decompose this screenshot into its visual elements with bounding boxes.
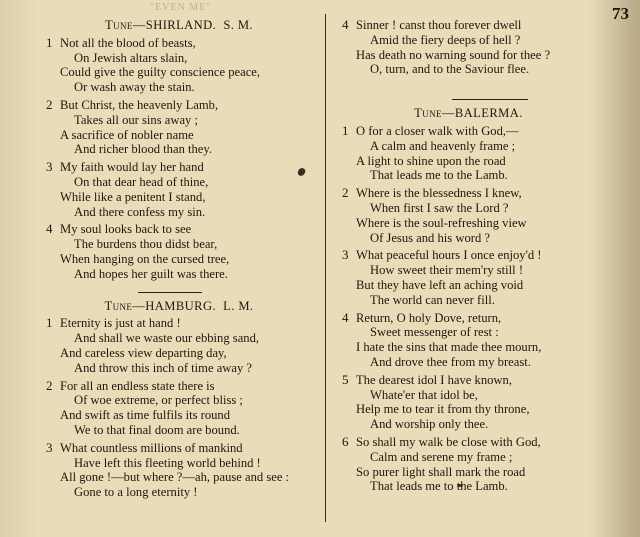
verse-number: 4 <box>342 17 349 32</box>
tune-meter: S. M. <box>223 18 253 32</box>
tune-dash: — <box>132 298 146 313</box>
verse <box>336 18 608 77</box>
tune-name: BALERMA. <box>454 106 523 121</box>
verse <box>336 124 608 183</box>
tune-prefix: Tune <box>105 18 133 32</box>
verse-line: But Christ, the heavenly Lamb, <box>60 97 219 112</box>
verse-line: Sweet messenger of rest : <box>370 325 499 340</box>
verse-line: What peaceful hours I once enjoy'd ! <box>356 248 542 263</box>
verse <box>40 222 318 281</box>
verse-number: 1 <box>342 122 349 138</box>
verse-line: And worship only thee. <box>370 417 489 432</box>
verse-number: 4 <box>46 221 53 237</box>
verse-line: Has death no warning sound for thee ? <box>356 47 551 62</box>
verse <box>336 248 608 307</box>
verse-line: On that dear head of thine, <box>74 174 209 189</box>
bleed-through-header: "EVEN ME" <box>150 2 212 13</box>
verse-line: Return, O holy Dove, return, <box>356 310 502 325</box>
verse-line: A light to shine upon the road <box>356 153 506 168</box>
verse-line: The burdens thou didst bear, <box>74 237 218 252</box>
verse-line: Amid the fiery deeps of hell ? <box>370 32 521 47</box>
verse <box>336 186 608 245</box>
verse-number: 2 <box>46 377 53 393</box>
right-column <box>336 18 608 497</box>
verse-line: And hopes her guilt was there. <box>74 266 228 281</box>
tune-dash: — <box>441 106 455 121</box>
verse-number: 4 <box>342 309 349 325</box>
tune-heading <box>336 106 608 121</box>
verse-line: And richer blood than they. <box>74 142 213 157</box>
section-rule <box>138 292 202 293</box>
verse-line: The world can never fill. <box>370 292 495 307</box>
verse <box>40 441 318 500</box>
verse-line: Takes all our sins away ; <box>74 112 198 127</box>
verse-line: And throw this inch of time away ? <box>74 360 253 375</box>
verse-line: Of woe extreme, or perfect bliss ; <box>74 393 243 408</box>
tune-prefix: Tune <box>104 298 133 313</box>
verse <box>40 98 318 157</box>
left-column <box>40 18 318 503</box>
verse <box>40 316 318 375</box>
verse <box>40 160 318 219</box>
verse-line: So shall my walk be close with God, <box>356 434 541 449</box>
verse-line: So purer light shall mark the road <box>356 464 526 479</box>
tune-heading <box>40 299 318 314</box>
page-number: 73 <box>612 4 629 23</box>
verse-line: While like a penitent I stand, <box>60 189 206 204</box>
verse-number: 2 <box>342 185 349 201</box>
verse-line: Have left this fleeting world behind ! <box>74 455 261 470</box>
tune-name: SHIRLAND. <box>145 18 217 32</box>
verse-number: 3 <box>342 247 349 263</box>
verse-line: Eternity is just at hand ! <box>60 316 181 331</box>
verse-number: 5 <box>342 371 349 387</box>
verse-line: Of Jesus and his word ? <box>370 230 490 245</box>
verse-line: But they have left an aching void <box>356 277 524 292</box>
verse <box>336 373 608 432</box>
verse-line: How sweet their mem'ry still ! <box>370 263 524 278</box>
column-divider <box>325 14 326 522</box>
verse-line: And drove thee from my breast. <box>370 354 531 369</box>
verse-line: That leads me to the Lamb. <box>370 168 508 183</box>
tune-dash: — <box>132 18 146 32</box>
verse-line: My soul looks back to see <box>60 222 192 237</box>
verse-line: And swift as time fulfils its round <box>60 408 231 423</box>
tune-heading <box>40 18 318 33</box>
verse <box>336 311 608 370</box>
verse-line: My faith would lay her hand <box>60 160 204 175</box>
verse-line: Or wash away the stain. <box>74 80 195 95</box>
verse-line: And shall we waste our ebbing sand, <box>74 331 260 346</box>
verse <box>336 435 608 494</box>
verse-line: A sacrifice of nobler name <box>60 127 194 142</box>
verse-line: And there confess my sin. <box>74 204 206 219</box>
verse-line: All gone !—but where ?—ah, pause and see : <box>60 470 290 485</box>
verse-line: When first I saw the Lord ? <box>370 200 509 215</box>
verse-line: When hanging on the cursed tree, <box>60 251 230 266</box>
tune-name: HAMBURG. <box>145 298 217 313</box>
verse-line: On Jewish altars slain, <box>74 50 188 65</box>
verse-line: O for a closer walk with God,— <box>356 123 519 138</box>
verse-line: I hate the sins that made thee mourn, <box>356 340 542 355</box>
verse-number: 6 <box>342 433 349 449</box>
verse-line: For all an endless state there is <box>60 378 215 393</box>
verse-line: A calm and heavenly frame ; <box>370 138 516 153</box>
verse-number: 1 <box>46 34 53 50</box>
tune-meter: L. M. <box>223 298 254 313</box>
verse-line: Gone to a long eternity ! <box>74 485 198 500</box>
verse-line: What countless millions of mankind <box>60 440 243 455</box>
verse-line: Calm and serene my frame ; <box>370 449 513 464</box>
tune-prefix: Tune <box>414 106 442 121</box>
verse <box>40 379 318 438</box>
verse-line: O, turn, and to the Saviour flee. <box>370 62 530 77</box>
verse-line: We to that final doom are bound. <box>74 422 240 437</box>
verse-line: Sinner ! canst thou forever dwell <box>356 18 522 32</box>
verse <box>40 36 318 95</box>
section-rule <box>452 99 528 100</box>
verse-number: 3 <box>46 439 53 455</box>
verse-line: Not all the blood of beasts, <box>60 35 196 50</box>
verse-line: That leads me to the Lamb. <box>370 479 508 494</box>
verse-line: And careless view departing day, <box>60 345 227 360</box>
verse-line: Whate'er that idol be, <box>370 387 478 402</box>
verse-line: Where is the blessedness I knew, <box>356 186 522 201</box>
verse-line: Where is the soul-refreshing view <box>356 215 527 230</box>
verse-line: Help me to tear it from thy throne, <box>356 402 530 417</box>
verse-number: 1 <box>46 315 53 331</box>
verse-number: 2 <box>46 96 53 112</box>
verse-number: 3 <box>46 159 53 175</box>
verse-line: Could give the guilty conscience peace, <box>60 65 261 80</box>
verse-line: The dearest idol I have known, <box>356 372 512 387</box>
